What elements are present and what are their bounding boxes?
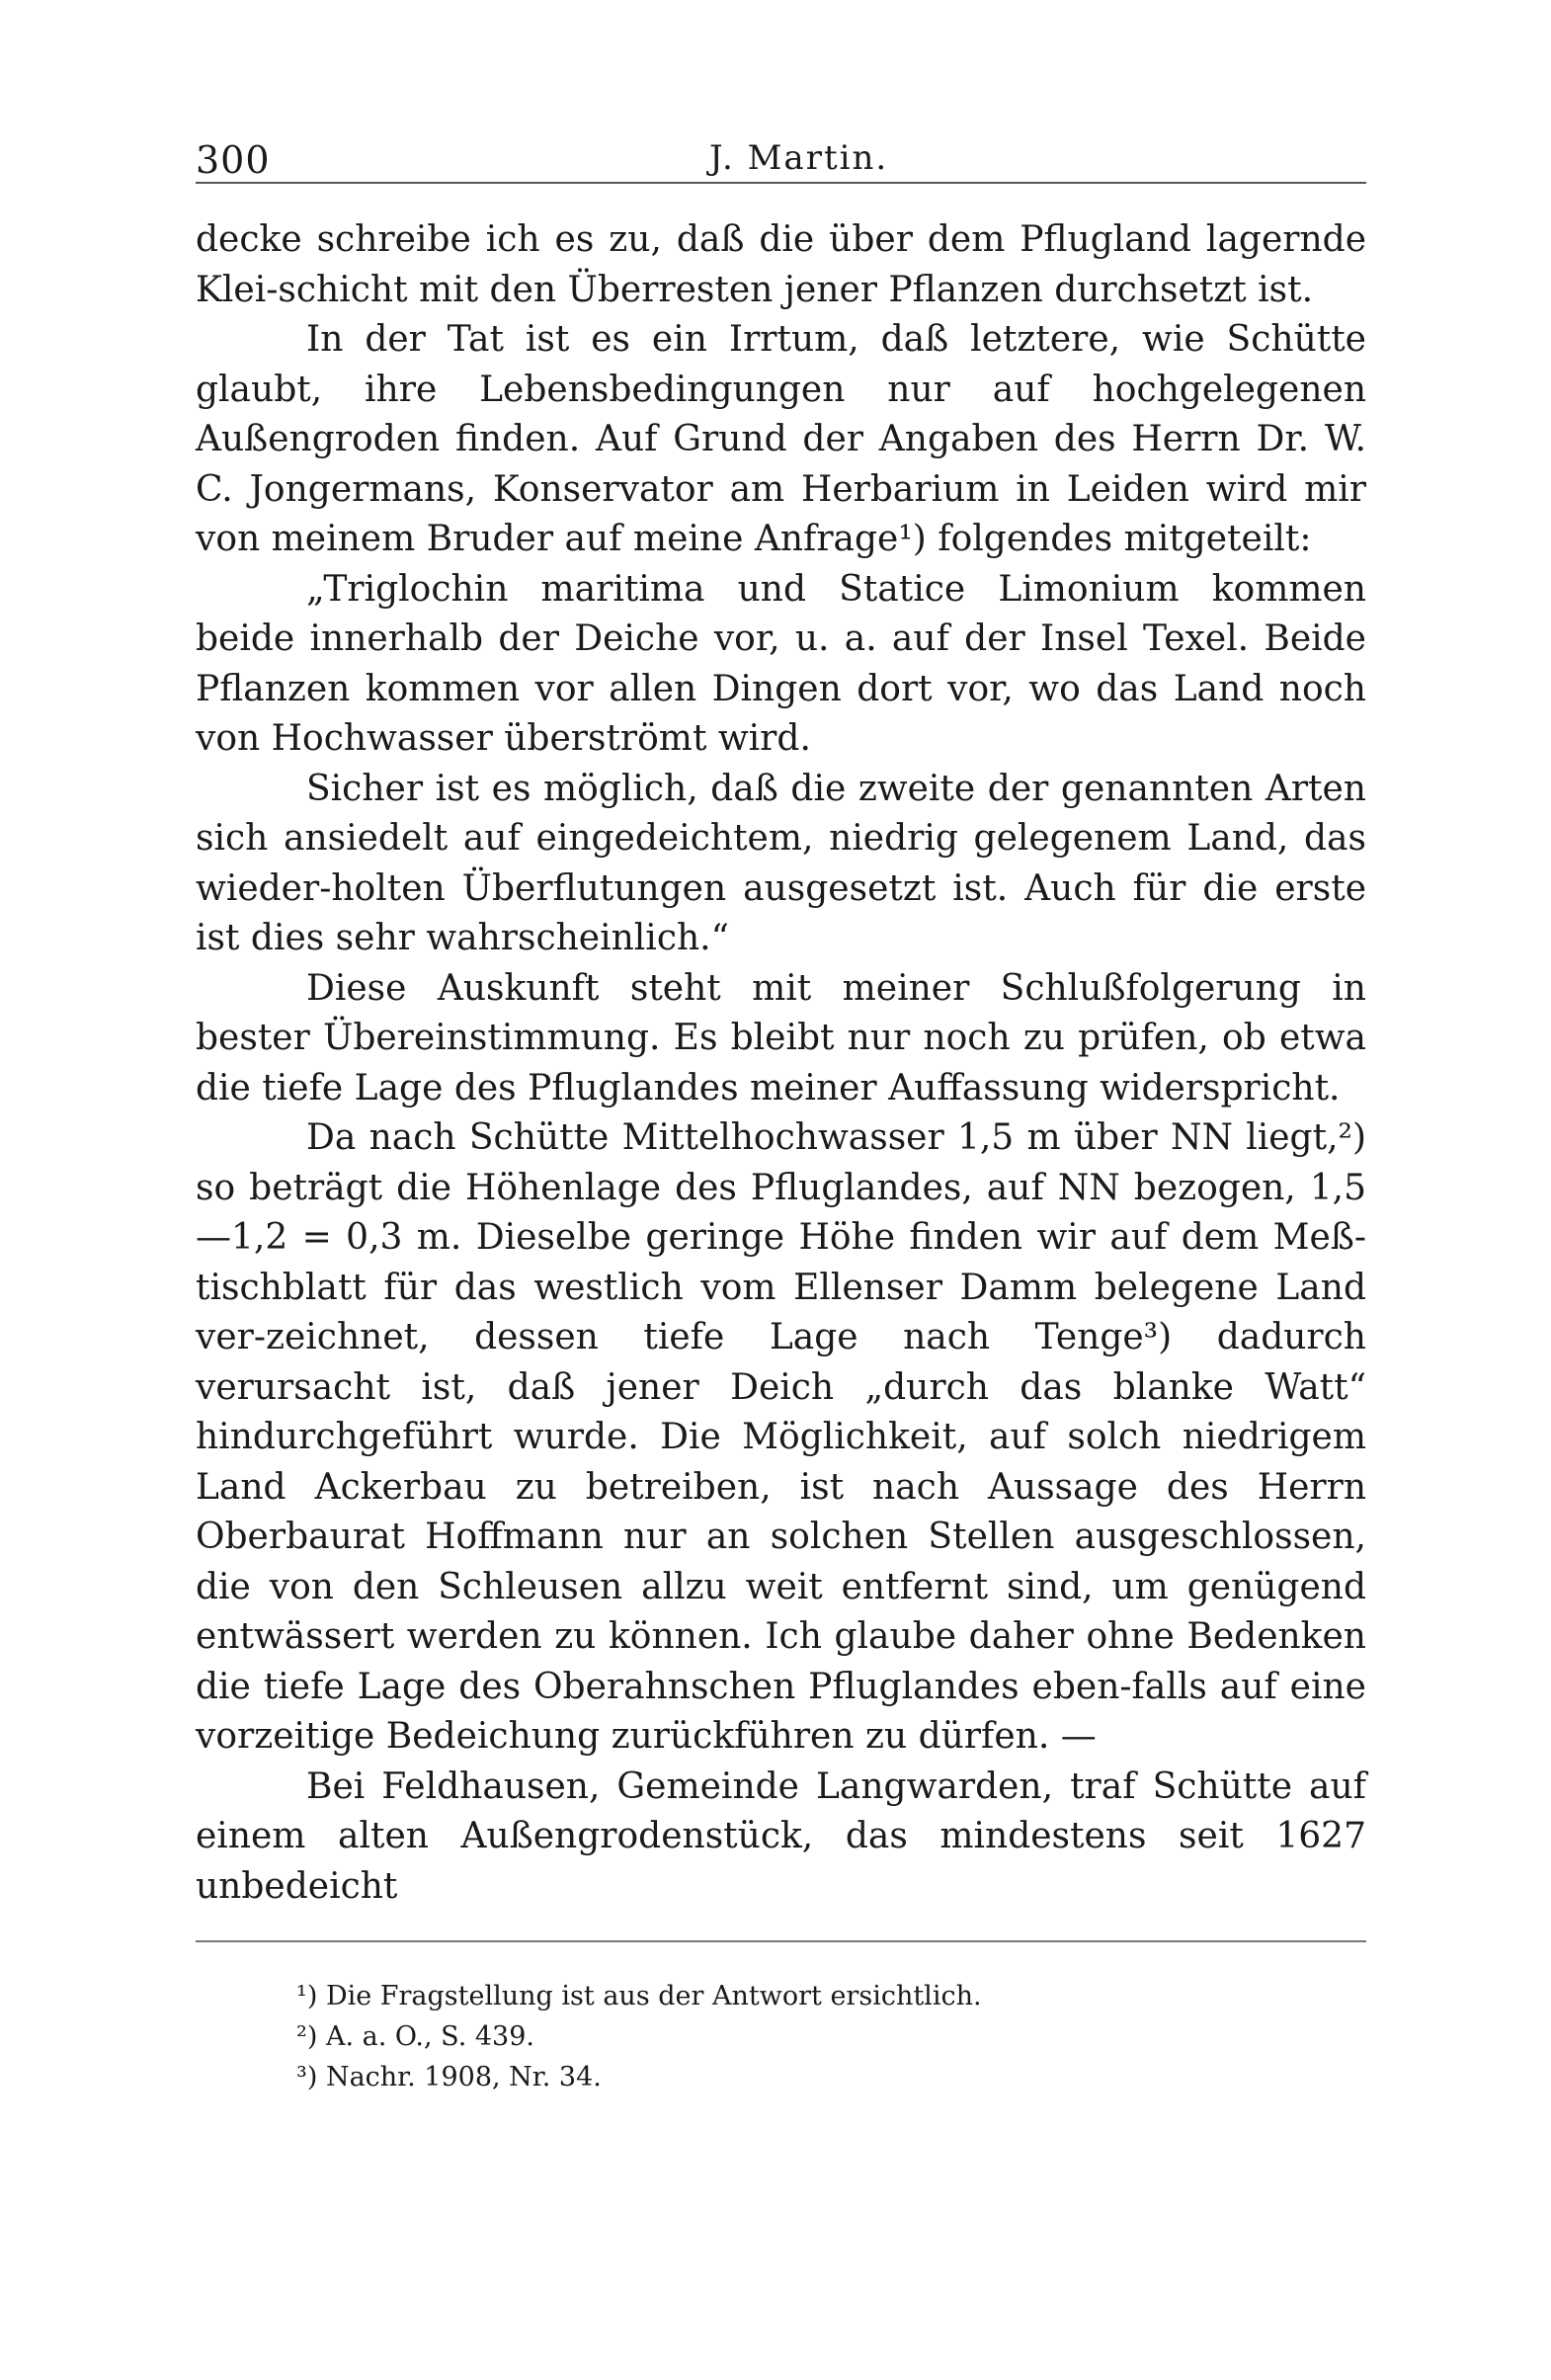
footnotes	[296, 1976, 1284, 2097]
footnote-3: ³) Nachr. 1908, Nr. 34.	[296, 2062, 602, 2093]
footnote-1: ¹) Die Fragstellung ist aus der Antwort ersichtlich.	[296, 1981, 982, 2011]
paragraph-6: Da nach Schütte Mittelhochwasser 1,5 m über NN liegt,²) so beträgt die Höhenlage des Pfluglandes, auf NN bezogen, 1,5 —1,2 = 0,3 m. Dieselbe geringe Höhe finden wir auf dem Meß-tischblatt für das westlich vom Ellenser Damm belegene Land ver-zeichnet, dessen tiefe Lage nach Tenge³) dadurch verursacht ist, daß jener Deich „durch das blanke Watt“ hindurchgeführt wurde. Die Möglichkeit, auf solch niedrigem Land Ackerbau zu betreiben, ist nach Aussage des Herrn Oberbaurat Hoffmann nur an solchen Stellen ausgeschlossen, die von den Schleusen allzu weit entfernt sind, um genügend entwässert werden zu können. Ich glaube daher ohne Bedenken die tiefe Lage des Oberahnschen Pfluglandes eben-falls auf eine vorzeitige Bedeichung zurückführen zu dürfen. —	[196, 1117, 1366, 1757]
footnote-rule	[196, 1940, 1366, 1942]
page-number: 300	[196, 138, 271, 182]
paragraph-4-quote: Sicher ist es möglich, daß die zweite der genannten Arten sich ansiedelt auf eingedeichtem, niedrig gelegenem Land, das wieder-holten Überflutungen ausgesetzt ist. Auch für die erste ist dies sehr wahrscheinlich.“	[196, 768, 1366, 958]
body-text	[196, 215, 1366, 1912]
page-header	[196, 138, 1366, 186]
running-head: J. Martin.	[709, 138, 889, 178]
footnote-2: ²) A. a. O., S. 439.	[296, 2021, 534, 2052]
paragraph-2: In der Tat ist es ein Irrtum, daß letztere, wie Schütte glaubt, ihre Lebensbedingungen nur auf hochgelegenen Außengroden finden. Auf Grund der Angaben des Herrn Dr. W. C. Jongermans, Konservator am Herbarium in Leiden wird mir von meinem Bruder auf meine Anfrage¹) folgendes mitgeteilt:	[196, 319, 1366, 559]
paragraph-7: Bei Feldhausen, Gemeinde Langwarden, traf Schütte auf einem alten Außengrodenstück, das mindestens seit 1627 unbedeicht	[196, 1765, 1366, 1907]
paragraph-5: Diese Auskunft steht mit meiner Schlußfolgerung in bester Übereinstimmung. Es bleibt nur noch zu prüfen, ob etwa die tiefe Lage des Pfluglandes meiner Auffassung widerspricht.	[196, 967, 1366, 1108]
paragraph-3-quote: „Triglochin maritima und Statice Limonium kommen beide innerhalb der Deiche vor, u. a. auf der Insel Texel. Beide Pflanzen kommen vor allen Dingen dort vor, wo das Land noch von Hochwasser überströmt wird.	[196, 568, 1366, 759]
paragraph-1: decke schreibe ich es zu, daß die über dem Pflugland lagernde Klei-schicht mit den Überresten jener Pflanzen durchsetzt ist.	[196, 219, 1366, 310]
header-rule	[196, 182, 1366, 184]
